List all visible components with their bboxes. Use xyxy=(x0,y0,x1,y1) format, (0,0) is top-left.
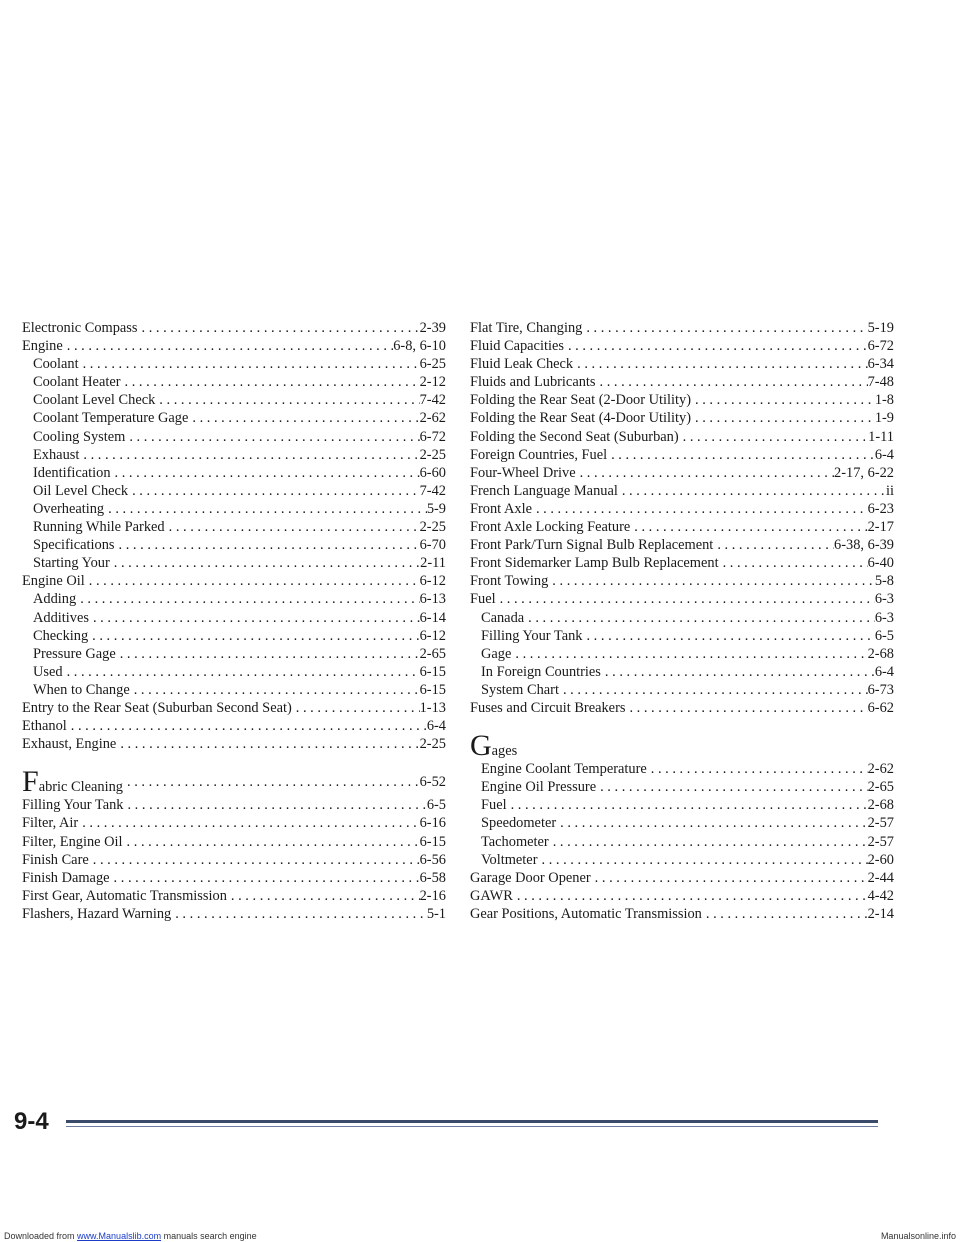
dot-leader xyxy=(79,446,419,464)
dot-leader xyxy=(630,518,867,536)
entry-page-ref: 6-58 xyxy=(419,869,446,886)
index-entry xyxy=(470,663,894,681)
dot-leader xyxy=(702,905,868,923)
entry-label: Engine Oil Pressure xyxy=(481,779,597,796)
entry-label: Tachometer xyxy=(481,833,549,850)
entry-label: Additives xyxy=(33,609,89,626)
dot-leader xyxy=(155,391,419,409)
entry-page-ref: 2-57 xyxy=(867,833,894,850)
dot-leader xyxy=(116,645,420,663)
entry-label: Speedometer xyxy=(481,815,557,832)
index-entry xyxy=(22,355,446,373)
index-entry xyxy=(470,572,894,590)
dot-leader xyxy=(89,851,420,869)
dot-leader xyxy=(625,699,867,717)
entry-label: Starting Your xyxy=(33,555,110,572)
dot-leader xyxy=(63,663,420,681)
index-entry xyxy=(22,699,446,717)
index-entry xyxy=(470,319,894,337)
entry-page-ref: 6-12 xyxy=(419,573,446,590)
entry-page-ref: 7-42 xyxy=(419,392,446,409)
entry-label: Four-Wheel Drive xyxy=(470,464,576,481)
dot-leader xyxy=(573,355,867,373)
index-entry xyxy=(470,796,894,814)
entry-page-ref: 6-5 xyxy=(874,627,894,644)
index-entry xyxy=(470,554,894,572)
entry-label: Pressure Gage xyxy=(33,645,116,662)
entry-label: Gage xyxy=(481,645,512,662)
dot-leader xyxy=(104,500,427,518)
entry-label: Coolant Heater xyxy=(33,374,121,391)
entry-page-ref: 6-16 xyxy=(419,815,446,832)
dot-leader xyxy=(115,536,420,554)
index-entry xyxy=(22,500,446,518)
entry-label: Ethanol xyxy=(22,718,67,735)
entry-label: Electronic Compass xyxy=(22,320,138,336)
page-number: 9-4 xyxy=(14,1108,49,1135)
index-entry xyxy=(22,681,446,699)
index-entry xyxy=(470,627,894,645)
entry-label: Filter, Engine Oil xyxy=(22,833,123,850)
entry-page-ref: 6-13 xyxy=(419,591,446,608)
index-entry xyxy=(22,337,446,355)
dot-leader xyxy=(88,627,419,645)
entry-page-ref: 7-48 xyxy=(867,374,894,391)
index-entry xyxy=(22,645,446,663)
entry-label: Engine Oil xyxy=(22,573,85,590)
entry-page-ref: 6-15 xyxy=(419,833,446,850)
index-entry xyxy=(22,735,446,753)
entry-label: Specifications xyxy=(33,537,115,554)
section-f-dropcap: F xyxy=(22,765,39,799)
index-entry xyxy=(22,572,446,590)
index-entry xyxy=(470,428,894,446)
entry-label: Garage Door Opener xyxy=(470,869,591,886)
footer-prefix: Downloaded from xyxy=(4,1231,78,1241)
index-entry xyxy=(22,464,446,482)
entry-label: Filter, Air xyxy=(22,815,79,832)
entry-page-ref: 6-3 xyxy=(874,591,894,608)
entry-label: Oil Level Check xyxy=(33,482,129,499)
dot-leader xyxy=(524,609,875,627)
entry-page-ref: 5-8 xyxy=(874,573,894,590)
entry-label: Identification xyxy=(33,464,111,481)
entry-page-ref: 6-72 xyxy=(419,428,446,445)
dot-leader xyxy=(79,355,420,373)
section-g-heading-rest: ages xyxy=(491,743,518,760)
entry-label: Canada xyxy=(481,609,525,626)
entry-label: Voltmeter xyxy=(481,851,538,868)
index-entry xyxy=(22,590,446,608)
entry-page-ref: 1-9 xyxy=(874,410,894,427)
footer-watermark: Manualsonline.info xyxy=(880,1231,956,1241)
dot-leader xyxy=(130,681,420,699)
entry-label: Fluid Leak Check xyxy=(470,356,574,373)
entry-page-ref: 6-15 xyxy=(419,663,446,680)
dot-leader xyxy=(121,373,420,391)
entry-label: Fuel xyxy=(481,797,507,814)
index-entry xyxy=(470,905,894,923)
index-right-column xyxy=(470,319,894,923)
index-entry xyxy=(22,391,446,409)
entry-label: Folding the Second Seat (Suburban) xyxy=(470,428,679,445)
entry-label: Fluids and Lubricants xyxy=(470,374,596,391)
index-entry xyxy=(470,814,894,832)
section-f-first-rest: abric Cleaning xyxy=(38,779,124,796)
entry-page-ref: 2-62 xyxy=(419,410,446,427)
entry-page-ref: 2-17, 6-22 xyxy=(834,464,894,481)
footer-rule-thick xyxy=(66,1120,878,1123)
dot-leader xyxy=(582,319,867,337)
dot-leader xyxy=(691,409,875,427)
entry-label: Fuses and Circuit Breakers xyxy=(470,699,626,716)
dot-leader xyxy=(123,833,420,851)
index-entry xyxy=(22,869,446,887)
entry-label: Running While Parked xyxy=(33,519,165,536)
index-entry xyxy=(22,796,446,814)
download-footer xyxy=(0,1231,960,1242)
index-entry xyxy=(470,887,894,905)
entry-page-ref: ii xyxy=(886,482,894,499)
entry-label: Foreign Countries, Fuel xyxy=(470,446,608,463)
dot-leader xyxy=(538,851,868,869)
entry-label: Used xyxy=(33,663,63,680)
entry-label: Front Towing xyxy=(470,573,549,590)
index-entry xyxy=(470,778,894,796)
dot-leader xyxy=(85,572,420,590)
entry-label xyxy=(22,765,124,799)
index-entry xyxy=(22,887,446,905)
footer-left xyxy=(4,1231,257,1242)
dot-leader xyxy=(89,609,420,627)
dot-leader xyxy=(548,572,875,590)
index-entry xyxy=(470,446,894,464)
dot-leader xyxy=(591,869,868,887)
index-entry xyxy=(22,409,446,427)
entry-label: Coolant Temperature Gage xyxy=(33,410,189,427)
dot-leader xyxy=(116,735,419,753)
dot-leader xyxy=(165,518,420,536)
section-g-dropcap: G xyxy=(470,729,492,763)
entry-label: Flat Tire, Changing xyxy=(470,320,583,336)
dot-leader xyxy=(618,482,886,500)
entry-page-ref: 2-25 xyxy=(419,736,446,753)
dot-leader xyxy=(549,833,868,851)
dot-leader xyxy=(507,796,868,814)
index-entry xyxy=(22,833,446,851)
entry-label: First Gear, Automatic Transmission xyxy=(22,887,227,904)
index-entry xyxy=(22,851,446,869)
entry-page-ref: 6-3 xyxy=(874,609,894,626)
entry-page-ref: 6-14 xyxy=(419,609,446,626)
entry-label: System Chart xyxy=(481,681,559,698)
entry-label: Front Park/Turn Signal Bulb Replacement xyxy=(470,537,714,554)
entry-page-ref: 6-40 xyxy=(867,555,894,572)
entry-page-ref: 4-42 xyxy=(867,887,894,904)
dot-leader xyxy=(76,590,419,608)
entry-page-ref: 1-11 xyxy=(868,428,894,445)
entry-label: Overheating xyxy=(33,500,105,517)
entry-label: When to Change xyxy=(33,681,130,698)
dot-leader xyxy=(125,428,419,446)
entry-page-ref: 2-68 xyxy=(867,797,894,814)
entry-page-ref: 6-4 xyxy=(874,663,894,680)
dot-leader xyxy=(607,446,875,464)
dot-leader xyxy=(496,590,875,608)
dot-leader xyxy=(559,681,868,699)
entry-label: Flashers, Hazard Warning xyxy=(22,905,172,922)
index-entry xyxy=(470,464,894,482)
entry-label: French Language Manual xyxy=(470,482,618,499)
entry-label: Engine xyxy=(22,338,63,355)
section-g-heading xyxy=(470,729,894,763)
section-gap xyxy=(470,717,894,737)
dot-leader xyxy=(679,428,869,446)
entry-label: Coolant Level Check xyxy=(33,392,156,409)
index-entry xyxy=(470,337,894,355)
index-entry xyxy=(22,717,446,735)
entry-label: Exhaust xyxy=(33,446,80,463)
entry-page-ref: 5-9 xyxy=(426,500,446,517)
entry-page-ref: 6-72 xyxy=(867,338,894,355)
entry-page-ref: 2-25 xyxy=(419,519,446,536)
entry-page-ref: 2-25 xyxy=(419,446,446,463)
dot-leader xyxy=(123,773,420,796)
index-entry xyxy=(22,428,446,446)
index-entry xyxy=(22,482,446,500)
entry-page-ref: 6-60 xyxy=(419,464,446,481)
dot-leader xyxy=(691,391,875,409)
entry-page-ref: 6-4 xyxy=(426,718,446,735)
dot-leader xyxy=(601,663,875,681)
index-entry xyxy=(470,681,894,699)
dot-leader xyxy=(596,778,868,796)
entry-page-ref: 2-62 xyxy=(867,761,894,778)
entry-label: Entry to the Rear Seat (Suburban Second Seat) xyxy=(22,699,292,716)
dot-leader xyxy=(511,645,867,663)
entry-page-ref: 2-11 xyxy=(420,555,446,572)
entry-page-ref: 1-8 xyxy=(874,392,894,409)
index-left-column xyxy=(22,319,446,923)
dot-leader xyxy=(171,905,427,923)
entry-page-ref: 6-34 xyxy=(867,356,894,373)
entry-label: Filling Your Tank xyxy=(22,797,124,814)
entry-page-ref: 5-19 xyxy=(867,320,894,336)
entry-label: Folding the Rear Seat (4-Door Utility) xyxy=(470,410,692,427)
entry-page-ref: 2-65 xyxy=(867,779,894,796)
entry-page-ref: 2-39 xyxy=(419,320,446,336)
entry-page-ref: 7-42 xyxy=(419,482,446,499)
entry-page-ref: 6-4 xyxy=(874,446,894,463)
entry-page-ref: 6-8, 6-10 xyxy=(393,338,446,355)
index-entry xyxy=(22,446,446,464)
index-entry xyxy=(470,833,894,851)
entry-label: GAWR xyxy=(470,887,513,904)
dot-leader xyxy=(128,482,420,500)
entry-page-ref: 2-68 xyxy=(867,645,894,662)
entry-page-ref: 2-17 xyxy=(867,519,894,536)
entry-page-ref: 6-25 xyxy=(419,356,446,373)
footer-suffix: manuals search engine xyxy=(161,1231,257,1241)
entry-page-ref: 2-60 xyxy=(867,851,894,868)
index-entry xyxy=(470,609,894,627)
index-entry xyxy=(470,536,894,554)
index-entry xyxy=(470,355,894,373)
entry-page-ref: 2-65 xyxy=(419,645,446,662)
entry-page-ref: 6-23 xyxy=(867,500,894,517)
index-entry xyxy=(470,869,894,887)
dot-leader xyxy=(556,814,867,832)
dot-leader xyxy=(647,760,868,778)
dot-leader xyxy=(123,796,426,814)
entry-label: Folding the Rear Seat (2-Door Utility) xyxy=(470,392,692,409)
index-entry xyxy=(470,851,894,869)
dot-leader xyxy=(63,337,393,355)
dot-leader xyxy=(564,337,868,355)
index-entry xyxy=(470,518,894,536)
entry-label: Filling Your Tank xyxy=(481,627,583,644)
index-entry xyxy=(22,554,446,572)
dot-leader xyxy=(227,887,420,905)
index-entry xyxy=(470,699,894,717)
index-entry xyxy=(22,627,446,645)
entry-page-ref: 6-62 xyxy=(867,699,894,716)
entry-label: Fluid Capacities xyxy=(470,338,564,355)
dot-leader xyxy=(513,887,868,905)
dot-leader xyxy=(110,554,420,572)
dot-leader xyxy=(576,464,834,482)
index-entry xyxy=(470,373,894,391)
index-entry xyxy=(22,536,446,554)
dot-leader xyxy=(111,464,420,482)
entry-label: Cooling System xyxy=(33,428,126,445)
entry-label: Adding xyxy=(33,591,77,608)
entry-page-ref: 6-15 xyxy=(419,681,446,698)
dot-leader xyxy=(532,500,868,518)
entry-label: Engine Coolant Temperature xyxy=(481,761,647,778)
entry-page-ref: 2-14 xyxy=(867,905,894,922)
entry-page-ref: 6-38, 6-39 xyxy=(834,537,894,554)
index-entry xyxy=(470,391,894,409)
index-entry xyxy=(22,319,446,337)
index-entry xyxy=(22,609,446,627)
index-entry xyxy=(22,905,446,923)
manualslib-link[interactable]: www.Manualslib.com xyxy=(77,1231,162,1241)
index-entry xyxy=(22,373,446,391)
dot-leader xyxy=(582,627,874,645)
index-entry xyxy=(22,518,446,536)
entry-label: Front Sidemarker Lamp Bulb Replacement xyxy=(470,555,719,572)
entry-page-ref: 2-44 xyxy=(867,869,894,886)
entry-label: Finish Care xyxy=(22,851,89,868)
entry-page-ref: 6-5 xyxy=(426,797,446,814)
entry-page-ref: 2-12 xyxy=(419,374,446,391)
entry-label: Gear Positions, Automatic Transmission xyxy=(470,905,702,922)
section-f-first-entry xyxy=(22,765,446,799)
index-entry xyxy=(22,814,446,832)
entry-page-ref: 6-56 xyxy=(419,851,446,868)
entry-label: In Foreign Countries xyxy=(481,663,601,680)
entry-page-ref: 6-12 xyxy=(419,627,446,644)
entry-page-ref: 6-52 xyxy=(419,774,446,791)
dot-leader xyxy=(138,319,420,337)
dot-leader xyxy=(719,554,868,572)
footer-rule-thin xyxy=(66,1126,878,1127)
section-gap xyxy=(22,753,446,773)
index-entry xyxy=(470,482,894,500)
index-entry xyxy=(470,500,894,518)
dot-leader xyxy=(596,373,868,391)
entry-page-ref: 1-13 xyxy=(419,699,446,716)
dot-leader xyxy=(713,536,834,554)
index-entry xyxy=(22,663,446,681)
index-entry xyxy=(470,409,894,427)
dot-leader xyxy=(67,717,427,735)
dot-leader xyxy=(188,409,419,427)
index-entry xyxy=(470,645,894,663)
entry-page-ref: 6-70 xyxy=(419,537,446,554)
dot-leader xyxy=(292,699,420,717)
entry-label: Exhaust, Engine xyxy=(22,736,117,753)
entry-page-ref: 5-1 xyxy=(426,905,446,922)
dot-leader xyxy=(110,869,420,887)
entry-label: Coolant xyxy=(33,356,79,373)
entry-label: Front Axle Locking Feature xyxy=(470,519,631,536)
entry-label: Fuel xyxy=(470,591,496,608)
entry-label: Checking xyxy=(33,627,89,644)
dot-leader xyxy=(78,814,419,832)
index-entry xyxy=(470,760,894,778)
index-entry xyxy=(470,590,894,608)
entry-label: Front Axle xyxy=(470,500,532,517)
entry-page-ref: 2-16 xyxy=(419,887,446,904)
entry-page-ref: 2-57 xyxy=(867,815,894,832)
entry-page-ref: 6-73 xyxy=(867,681,894,698)
entry-label: Finish Damage xyxy=(22,869,110,886)
